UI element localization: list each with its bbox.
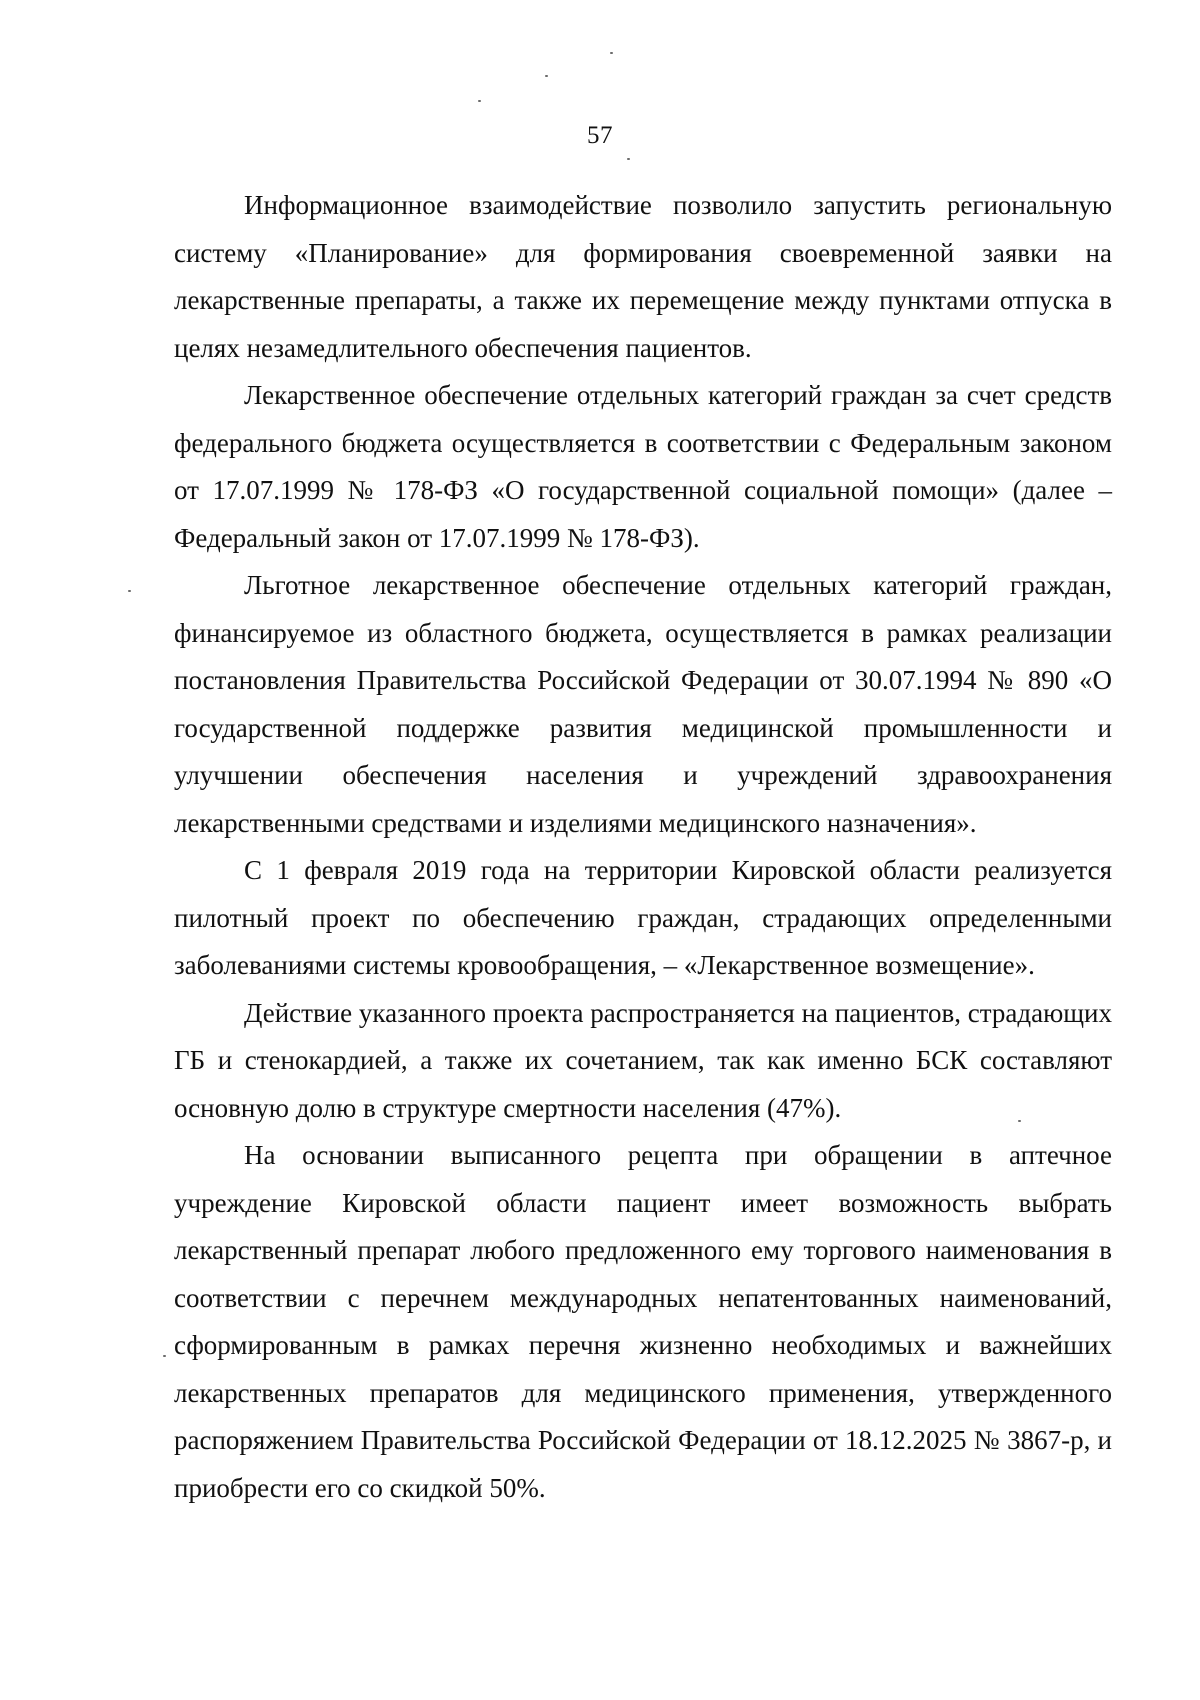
- scan-speck: [478, 100, 481, 102]
- paragraph: Льготное лекарственное обеспечение отдельных категорий граждан, финансируемое из областного бюджета, осуществляется в рамках реализации постановления Правительства Российской Федерации от 30.07.1994 № 890 «О государственной поддержке развития медицинской промышленности и улучшении обеспечения населения и учреждений здравоохранения лекарственными средствами и изделиями медицинского назначения».: [174, 570, 1112, 838]
- paragraph: Информационное взаимодействие позволило запустить региональную систему «Планирование» для формирования своевременной заявки на лекарственные препараты, а также их перемещение между пунктами отпуска в целях незамедлительного обеспечения пациентов.: [174, 190, 1112, 363]
- page-number: 57: [587, 122, 613, 149]
- paragraph: С 1 февраля 2019 года на территории Кировской области реализуется пилотный проект по обеспечению граждан, страдающих определенными заболеваниями системы кровообращения, – «Лекарственное возмещение».: [174, 855, 1112, 980]
- scan-speck: [610, 52, 613, 54]
- body-text: [174, 182, 1112, 1512]
- paragraph: Лекарственное обеспечение отдельных категорий граждан за счет средств федерального бюджета осуществляется в соответствии с Федеральным законом от 17.07.1999 № 178-ФЗ «О государственной социальной помощи» (далее – Федеральный закон от 17.07.1999 № 178-ФЗ).: [174, 380, 1112, 553]
- scan-speck: [163, 1355, 166, 1357]
- scan-speck: [627, 158, 630, 160]
- scan-speck: [545, 75, 548, 77]
- paragraph: Действие указанного проекта распространяется на пациентов, страдающих ГБ и стенокардией, а также их сочетанием, так как именно БСК составляют основную долю в структуре смертности населения (47%).: [174, 997, 1112, 1123]
- paragraph: На основании выписанного рецепта при обращении в аптечное учреждение Кировской области пациент имеет возможность выбрать лекарственный препарат любого предложенного ему торгового наименования в соответствии с перечнем международных непатентованных наименований, сформированным в рамках перечня жизненно необходимых и важнейших лекарственных препаратов для медицинского применения, утвержденного распоряжением Правительства Российской Федерации от 18.12.2025 № 3867-р, и приобрести его со скидкой 50%.: [174, 1140, 1112, 1503]
- scan-speck: [128, 590, 131, 592]
